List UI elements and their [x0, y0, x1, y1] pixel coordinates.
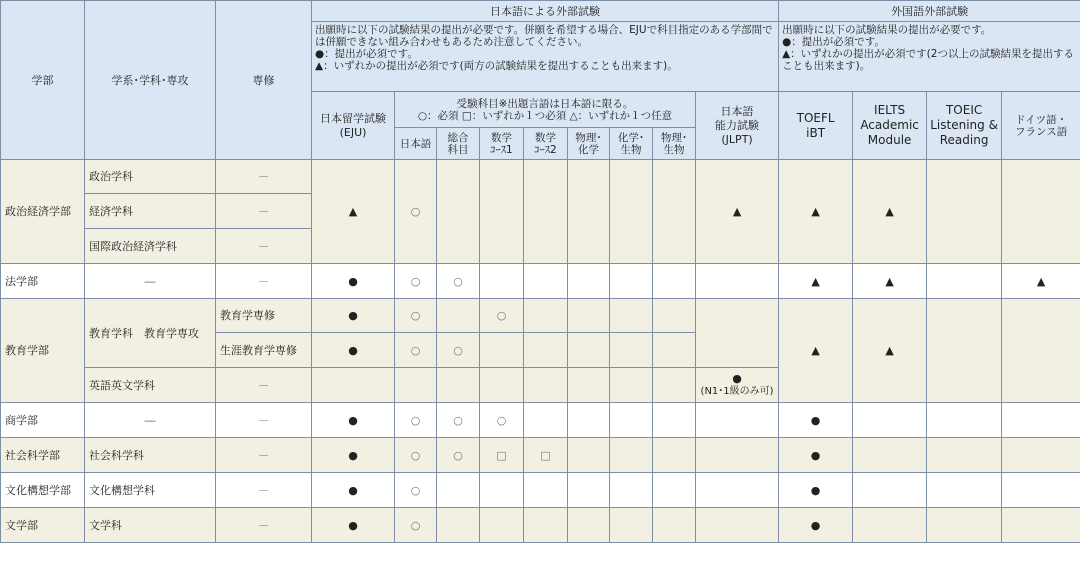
- foreign-exam-note-line: 出願時に以下の試験結果の提出が必要です。: [782, 24, 992, 36]
- faculty-cell: 法学部: [1, 264, 85, 299]
- faculty-cell: 文化構想学部: [1, 473, 85, 508]
- header-toefl: TOEFL iBT: [779, 92, 853, 160]
- subject-japanese-mark: ○: [395, 403, 437, 438]
- toefl-mark: ●: [779, 508, 853, 543]
- header-toeic: TOEIC Listening & Reading: [927, 92, 1002, 160]
- subject-general-mark: ○: [437, 264, 480, 299]
- header-ielts: IELTS Academic Module: [853, 92, 927, 160]
- eju-mark: ●: [312, 264, 395, 299]
- faculty-cell: 社会科学部: [1, 438, 85, 473]
- major-cell: －: [216, 194, 312, 229]
- subject-general-mark: ○: [437, 438, 480, 473]
- major-cell: －: [216, 368, 312, 403]
- subject-japanese-mark: ○: [395, 473, 437, 508]
- major-cell: －: [216, 229, 312, 264]
- major-cell: －: [216, 473, 312, 508]
- header-subject-general: 総合 科目: [437, 128, 480, 160]
- subject-math1-mark: ○: [480, 299, 524, 333]
- ielts-mark: ▲: [853, 299, 927, 403]
- subject-japanese-mark: ○: [395, 508, 437, 543]
- eju-mark: ▲: [312, 160, 395, 264]
- header-eju: 日本留学試験 (EJU): [312, 92, 395, 160]
- department-cell: 英語英文学科: [85, 368, 216, 403]
- jlpt-note: (N1･1級のみ可): [700, 386, 774, 397]
- header-major: 専修: [216, 1, 312, 160]
- german-french-mark: ▲: [1002, 264, 1080, 299]
- foreign-exam-note-line: ●：提出が必須です。: [782, 36, 885, 48]
- major-cell: 教育学専修: [216, 299, 312, 333]
- department-cell: 文学科: [85, 508, 216, 543]
- subject-japanese-mark: ○: [395, 333, 437, 368]
- department-cell: 文化構想学科: [85, 473, 216, 508]
- eju-mark: ●: [312, 473, 395, 508]
- jlpt-mark: ▲: [696, 160, 779, 264]
- header-subject-japanese: 日本語: [395, 128, 437, 160]
- department-cell: ―: [85, 403, 216, 438]
- faculty-cell: 政治経済学部: [1, 160, 85, 264]
- toefl-mark: ●: [779, 438, 853, 473]
- subject-general-mark: ○: [437, 403, 480, 438]
- major-cell: －: [216, 264, 312, 299]
- japanese-exam-note-line: ▲：いずれかの提出が必須です(両方の試験結果を提出することも出来ます)。: [315, 60, 678, 72]
- toefl-mark: ▲: [779, 264, 853, 299]
- toefl-mark: ●: [779, 473, 853, 508]
- subject-general-mark: ○: [437, 333, 480, 368]
- subject-japanese-mark: ○: [395, 160, 437, 264]
- japanese-exam-note: [312, 22, 779, 92]
- header-subjects-note: 受験科目※出題言語は日本語に限る。 ○：必須 □：いずれか１つ必須 △：いずれか１つ任意: [395, 92, 696, 128]
- foreign-exam-note-line: ▲：いずれかの提出が必須です(2つ以上の試験結果を提出することも出来ます)。: [782, 48, 1074, 72]
- department-cell: 教育学科 教育学専攻: [85, 299, 216, 368]
- department-cell: 国際政治経済学科: [85, 229, 216, 264]
- japanese-exam-note-line: 出願時に以下の試験結果の提出が必要です。併願を希望する場合、EJUで科目指定のある学部間では併願できない組み合わせもあるため注意してください。: [315, 24, 773, 48]
- subject-math2-mark: □: [524, 438, 568, 473]
- header-subject-math1: 数学 ｺｰｽ1: [480, 128, 524, 160]
- toefl-mark: ▲: [779, 299, 853, 403]
- department-cell: ―: [85, 264, 216, 299]
- department-cell: 政治学科: [85, 160, 216, 194]
- major-cell: －: [216, 403, 312, 438]
- toefl-mark: ●: [779, 403, 853, 438]
- subject-math1-mark: □: [480, 438, 524, 473]
- faculty-cell: 教育学部: [1, 299, 85, 403]
- japanese-exam-note-line: ●：提出が必須です。: [315, 48, 418, 60]
- subject-japanese-mark: ○: [395, 299, 437, 333]
- header-department: 学系･学科･専攻: [85, 1, 216, 160]
- header-german-french: ドイツ語・ フランス語: [1002, 92, 1080, 160]
- subject-japanese-mark: ○: [395, 264, 437, 299]
- header-subject-phys-chem: 物理･ 化学: [568, 128, 610, 160]
- header-subject-chem-bio: 化学･ 生物: [610, 128, 653, 160]
- major-cell: 生涯教育学専修: [216, 333, 312, 368]
- faculty-cell: 文学部: [1, 508, 85, 543]
- department-cell: 経済学科: [85, 194, 216, 229]
- header-japanese-exam-group: 日本語による外部試験: [312, 1, 779, 22]
- major-cell: －: [216, 160, 312, 194]
- major-cell: －: [216, 508, 312, 543]
- header-subject-phys-bio: 物理･ 生物: [653, 128, 696, 160]
- jlpt-mark: ● (N1･1級のみ可): [696, 368, 779, 403]
- eju-mark: ●: [312, 403, 395, 438]
- department-cell: 社会科学科: [85, 438, 216, 473]
- eju-mark: ●: [312, 333, 395, 368]
- foreign-exam-note: [779, 22, 1080, 92]
- header-faculty: 学部: [1, 1, 85, 160]
- faculty-cell: 商学部: [1, 403, 85, 438]
- header-foreign-exam-group: 外国語外部試験: [779, 1, 1080, 22]
- header-jlpt: 日本語 能力試験 (JLPT): [696, 92, 779, 160]
- subject-math1-mark: ○: [480, 403, 524, 438]
- eju-mark: ●: [312, 438, 395, 473]
- subject-japanese-mark: ○: [395, 438, 437, 473]
- header-subject-math2: 数学 ｺｰｽ2: [524, 128, 568, 160]
- major-cell: －: [216, 438, 312, 473]
- toefl-mark: ▲: [779, 160, 853, 264]
- ielts-mark: ▲: [853, 264, 927, 299]
- eju-mark: ●: [312, 299, 395, 333]
- ielts-mark: ▲: [853, 160, 927, 264]
- eju-mark: ●: [312, 508, 395, 543]
